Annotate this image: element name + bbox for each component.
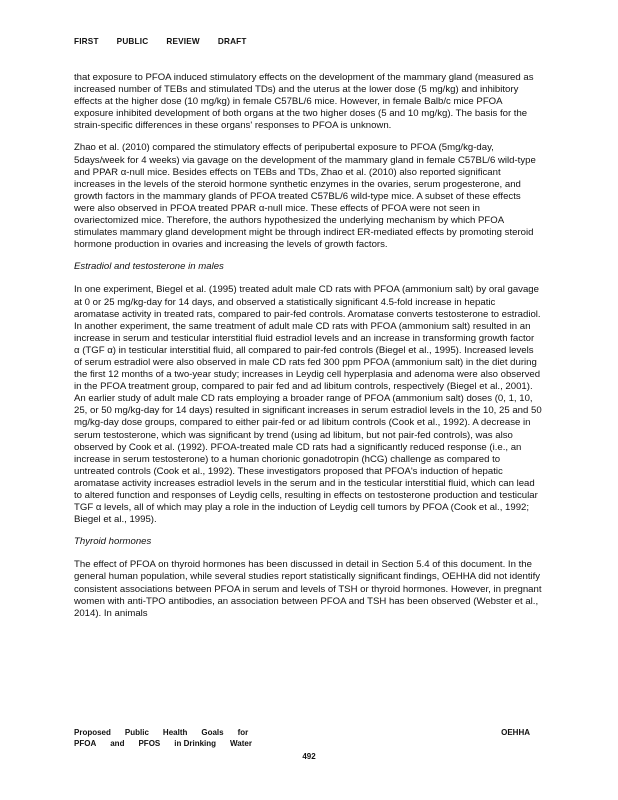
header-word: DRAFT xyxy=(217,37,247,46)
footer-word: Health xyxy=(162,728,188,737)
page-number: 492 xyxy=(302,752,316,761)
document-body xyxy=(74,72,542,630)
paragraph-mammary-continued: that exposure to PFOA induced stimulatory effects on the development of the mammary gland (measured as increased number of TEBs and stimulated TDs) and the uterus at the lower dose (5 mg/kg) and inhibitory effects at the higher dose (10 mg/kg) in female C57BL/6 mice. However, in female Balb/c mice PFOA exposure inhibited development of both organs at the two higher doses (5 and 10 mg/kg). The basis for the strain-specific differences in these organs' responses to PFOA is unknown. xyxy=(74,72,534,132)
section-heading-estradiol: Estradiol and testosterone in males xyxy=(74,261,224,273)
paragraph-estradiol: In one experiment, Biegel et al. (1995) treated adult male CD rats with PFOA (ammonium salt) by oral gavage at 0 or 25 mg/kg-day for 14 days, and observed a statistically significant 4.5-fold increase in hepatic aromatase activity in treated rats, compared to pair-fed controls. Aromatase converts testosterone to estradiol. In another experiment, the same treatment of adult male CD rats with PFOA (ammonium salt) resulted in an increase in serum and testicular interstitial fluid estradiol levels and an increase in transforming growth factor α (TGF α) in testicular interstitial fluid, all compared to pair-fed controls (Biegel et al., 1995). Increased levels of serum estradiol were also observed in male CD rats fed 300 ppm PFOA (ammonium salt) in the diet during the first 12 months of a two-year study; increases in Leydig cell hyperplasia and adenoma were also observed in the PFOA treatment group, compared to pair fed and ad libitum controls, respectively (Biegel et al., 2001). An earlier study of adult male CD rats employing a broader range of PFOA (ammonium salt) doses (0, 1, 10, 25, or 50 mg/kg-day for 14 days) resulted in significant increases in serum estradiol levels in the 10, 25 and 50 mg/kg-day dose groups, compared to either pair-fed or ad libitum controls (Cook et al., 1992). A decrease in serum testosterone, which was significant by trend (using ad libitum, but not pair-fed controls), was also observed by Cook et al. (1992). PFOA-treated male CD rats had a significantly reduced response (i.e., an increase in serum testosterone) to a human chorionic gonadotropin (hCG) challenge as compared to untreated controls (Cook et al., 1992). These investigators proposed that PFOA's induction of hepatic aromatase activity increases estradiol levels in the serum and in the testicular interstitial fluid, which can lead to altered function and responses of Leydig cells, resulting in effects on testosterone production and testicular TGF α levels, all of which may play a role in the induction of Leydig cell tumors by PFOA (Cook et al., 1992; Biegel et al., 1995). xyxy=(74,284,542,526)
section-heading-thyroid: Thyroid hormones xyxy=(74,536,152,548)
footer-word: in Drinking xyxy=(174,739,217,748)
header-word: FIRST xyxy=(74,37,99,46)
footer-word: for xyxy=(237,728,249,737)
footer-word: PFOS xyxy=(138,739,161,748)
footer-word: Proposed xyxy=(74,728,111,737)
footer-word: PFOA xyxy=(74,739,97,748)
paragraph-zhao-2010: Zhao et al. (2010) compared the stimulatory effects of peripubertal exposure to PFOA (5mg/kg-day, 5days/week for 4 weeks) via gavage on the development of the mammary gland in female C57BL/6 wild-type and PPAR α-null mice. Besides effects on TEBs and TDs, Zhao et al. (2010) also reported significant increases in the levels of the steroid hormone synthetic enzymes in the ovaries, serum progesterone, and growth factors in the mammary glands of PFOA treated C57BL/6 wild-type mice. A subset of these effects were also observed in PFOA treated PPAR α-null mice. These effects of PFOA were not seen in ovariectomized mice. Therefore, the authors hypothesized the underlying mechanism by which PFOA stimulates mammary gland development might be through indirect ER-mediated effects by promoting steroid hormone production in ovaries and increasing the levels of growth factors. xyxy=(74,142,536,251)
footer-word: Public xyxy=(124,728,149,737)
header-word: REVIEW xyxy=(166,37,200,46)
draft-header xyxy=(74,37,265,46)
paragraph-thyroid: The effect of PFOA on thyroid hormones has been discussed in detail in Section 5.4 of this document. In the general human population, while several studies report statistically significant findings, OEHHA did not identify consistent associations between PFOA in serum and levels of TSH or thyroid hormones. However, in pregnant women with anti-TPO antibodies, an association between PFOA and TSH has been observed (Webster et al., 2014). In animals xyxy=(74,559,542,619)
footer-word: Water xyxy=(230,739,252,748)
footer-word: Goals xyxy=(201,728,224,737)
header-word: PUBLIC xyxy=(116,37,149,46)
footer-word: and xyxy=(110,739,125,748)
footer-title xyxy=(74,727,274,749)
footer-agency: OEHHA xyxy=(501,728,530,737)
